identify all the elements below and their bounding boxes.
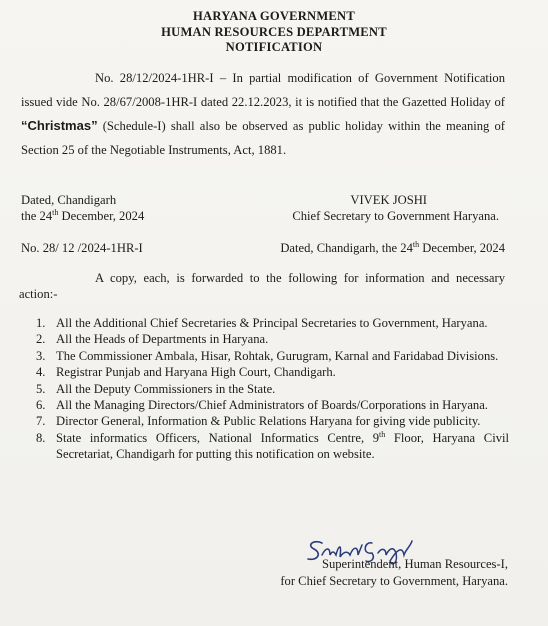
header-department: HUMAN RESOURCES DEPARTMENT: [161, 24, 387, 39]
list-item: [36, 382, 509, 398]
holiday-name: “Christmas”: [21, 118, 98, 133]
list-item-text: Director General, Information & Public Relations Haryana for giving vide publicity.: [56, 414, 481, 429]
list-item-number: 1.: [36, 316, 46, 330]
signoff-authority: for Chief Secretary to Government, Haryana.: [280, 574, 508, 588]
list-item-number: 7.: [36, 414, 46, 429]
endorsement-number: No. 28/ 12 /2024-1HR-I: [21, 241, 143, 255]
notification-paragraph: [21, 67, 505, 162]
copy-forward-sentence: A copy, each, is forwarded to the following for information and necessary action:-: [19, 271, 505, 301]
list-item: [36, 365, 509, 381]
list-item-number: 4.: [36, 365, 46, 380]
notification-text-part2: (Schedule-I) shall also be observed as public holiday within the meaning of Section 25 of the Negotiable Instruments, Act, 1881.: [21, 119, 505, 157]
list-item-text: All the Deputy Commissioners in the State.: [56, 381, 276, 396]
list-item: [36, 332, 509, 348]
list-item: [36, 316, 509, 332]
list-item-text-prefix: State informatics Officers, National Informatics Centre, 9: [56, 430, 380, 445]
list-item-number: 3.: [36, 348, 46, 363]
dated-date: [21, 208, 144, 224]
notification-text-part1: No. 28/12/2024-1HR-I – In partial modification of Government Notification issued vide No. 28/67/2008-1HR-I dated 22.12.2023, it is notified that the Gazetted Holiday of: [21, 71, 505, 109]
list-item-text-suffix: Floor, Haryana Civil Secretariat, Chandigarh for putting this notification on website.: [56, 430, 509, 461]
list-item-text: All the Heads of Departments in Haryana.: [56, 332, 269, 347]
list-item-number: 5.: [36, 381, 46, 396]
list-item-number: 2.: [36, 332, 46, 347]
list-item-number: 6.: [36, 397, 46, 412]
endorsement-date: [280, 240, 505, 256]
document-header: [0, 9, 548, 56]
endorsement-date-suffix: December, 2024: [419, 241, 505, 255]
signoff-block: [280, 556, 508, 590]
list-item: [36, 398, 509, 414]
list-item: [36, 431, 509, 463]
endorsement-date-sup: th: [412, 239, 420, 249]
copy-forward-text: [19, 270, 505, 302]
list-item-text: All the Additional Chief Secretaries & Principal Secretaries to Government, Haryana.: [56, 316, 488, 330]
dated-date-prefix: the 24: [21, 209, 53, 223]
dated-place: Dated, Chandigarh: [21, 193, 117, 207]
dated-date-sup: th: [52, 207, 59, 217]
endorsement-date-prefix: Dated, Chandigarh, the 24: [280, 241, 413, 255]
list-item-text: All the Managing Directors/Chief Administrators of Boards/Corporations in Haryana.: [56, 397, 488, 412]
recipient-list: [36, 316, 509, 463]
list-item-text: The Commissioner Ambala, Hisar, Rohtak, Gurugram, Karnal and Faridabad Divisions.: [56, 348, 499, 363]
list-item-text-sup: th: [379, 429, 386, 439]
list-item-number: 8.: [36, 430, 46, 445]
officer-title: Chief Secretary to Government Haryana.: [292, 209, 499, 223]
list-item-text: [56, 431, 509, 461]
header-government: HARYANA GOVERNMENT: [193, 9, 355, 23]
list-item: [36, 414, 509, 430]
header-notification: NOTIFICATION: [225, 40, 323, 54]
list-item-text: Registrar Punjab and Haryana High Court, Chandigarh.: [56, 365, 336, 380]
officer-name: VIVEK JOSHI: [350, 193, 427, 207]
list-item: [36, 349, 509, 365]
dated-date-suffix: December, 2024: [58, 209, 145, 223]
signoff-designation: Superintendent, Human Resources-I,: [321, 557, 508, 571]
